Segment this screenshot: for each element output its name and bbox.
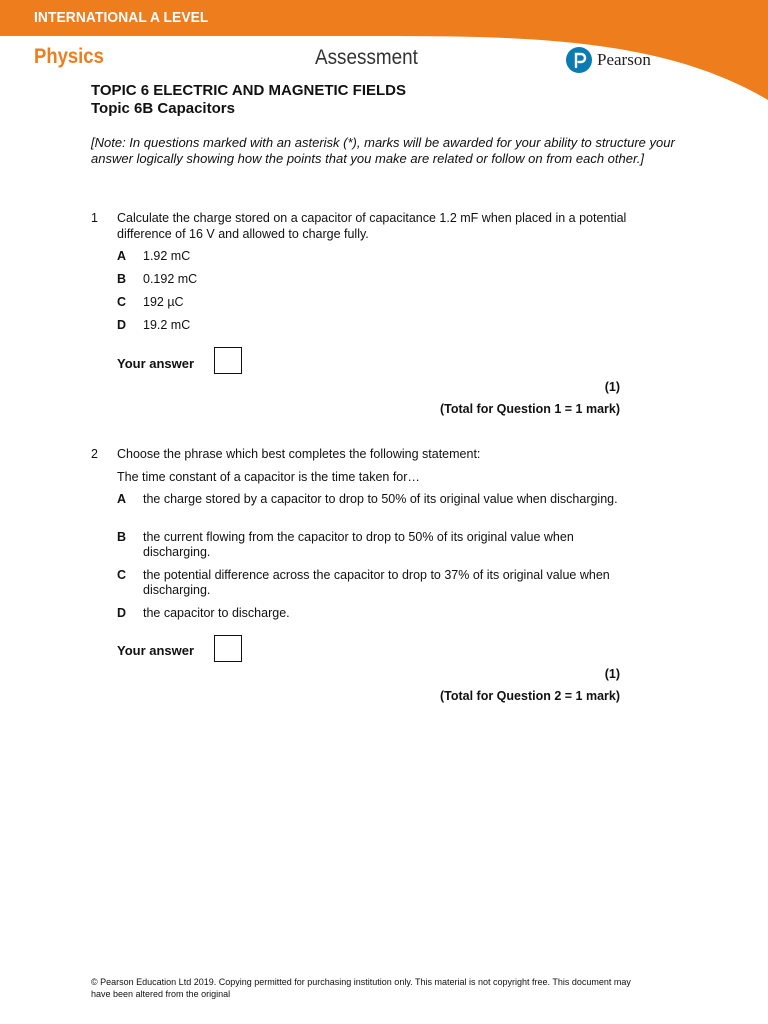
option-text: the charge stored by a capacitor to drop to 50% of its original value when discharging. [143, 492, 618, 506]
question-number: 1 [91, 211, 98, 225]
question-stem: The time constant of a capacitor is the time taken for… [117, 470, 420, 484]
question-total: (Total for Question 1 = 1 mark) [439, 402, 620, 416]
topic-subtitle: Topic 6B Capacitors [91, 100, 235, 117]
option-letter: A [117, 492, 127, 506]
question-text: Choose the phrase which best completes the following statement: [117, 447, 481, 461]
option-text: 1.92 mC [143, 249, 191, 263]
option-letter: C [117, 568, 127, 582]
answer-box[interactable] [214, 635, 242, 662]
option-text: the current flowing from the capacitor to drop to 50% of its original value when discharging. [143, 530, 574, 559]
option-letter: C [117, 295, 127, 309]
option-text: the capacitor to discharge. [143, 606, 290, 620]
question-text: Calculate the charge stored on a capacitor of capacitance 1.2 mF when placed in a potential difference of 16 V and allowed to charge fully. [117, 211, 627, 241]
qualification-level: INTERNATIONAL A LEVEL [34, 9, 209, 26]
question-mark: (1) [604, 667, 620, 681]
answer-label: Your answer [117, 643, 195, 658]
option-letter: D [117, 606, 127, 620]
option-letter: A [117, 249, 127, 263]
option-letter: B [117, 272, 127, 286]
answer-label: Your answer [117, 356, 195, 371]
question-number: 2 [91, 447, 98, 461]
answer-box[interactable] [214, 347, 242, 374]
pearson-brand [566, 47, 651, 73]
subject-title: Physics [34, 45, 104, 68]
instructions-note: [Note: In questions marked with an asterisk (*), marks will be awarded for your ability to structure your answer logically showing how the points that you make are related or follow on from each other.] [91, 135, 675, 166]
option-letter: D [117, 318, 127, 332]
question-total: (Total for Question 2 = 1 mark) [439, 689, 620, 703]
option-text: the potential difference across the capacitor to drop to 37% of its original value when discharging. [143, 568, 610, 597]
option-text: 0.192 mC [143, 272, 198, 286]
copyright-footer: © Pearson Education Ltd 2019. Copying permitted for purchasing institution only. This material is not copyright free. This document may have been altered from the original [91, 977, 631, 999]
brand-name: Pearson [597, 50, 651, 69]
pearson-logo-icon [566, 47, 592, 73]
option-text: 19.2 mC [143, 318, 191, 332]
assessment-label: Assessment [315, 46, 418, 69]
option-letter: B [117, 530, 127, 544]
question-mark: (1) [604, 380, 620, 394]
option-text: 192 µC [143, 295, 184, 309]
topic-title: TOPIC 6 ELECTRIC AND MAGNETIC FIELDS [91, 82, 407, 99]
